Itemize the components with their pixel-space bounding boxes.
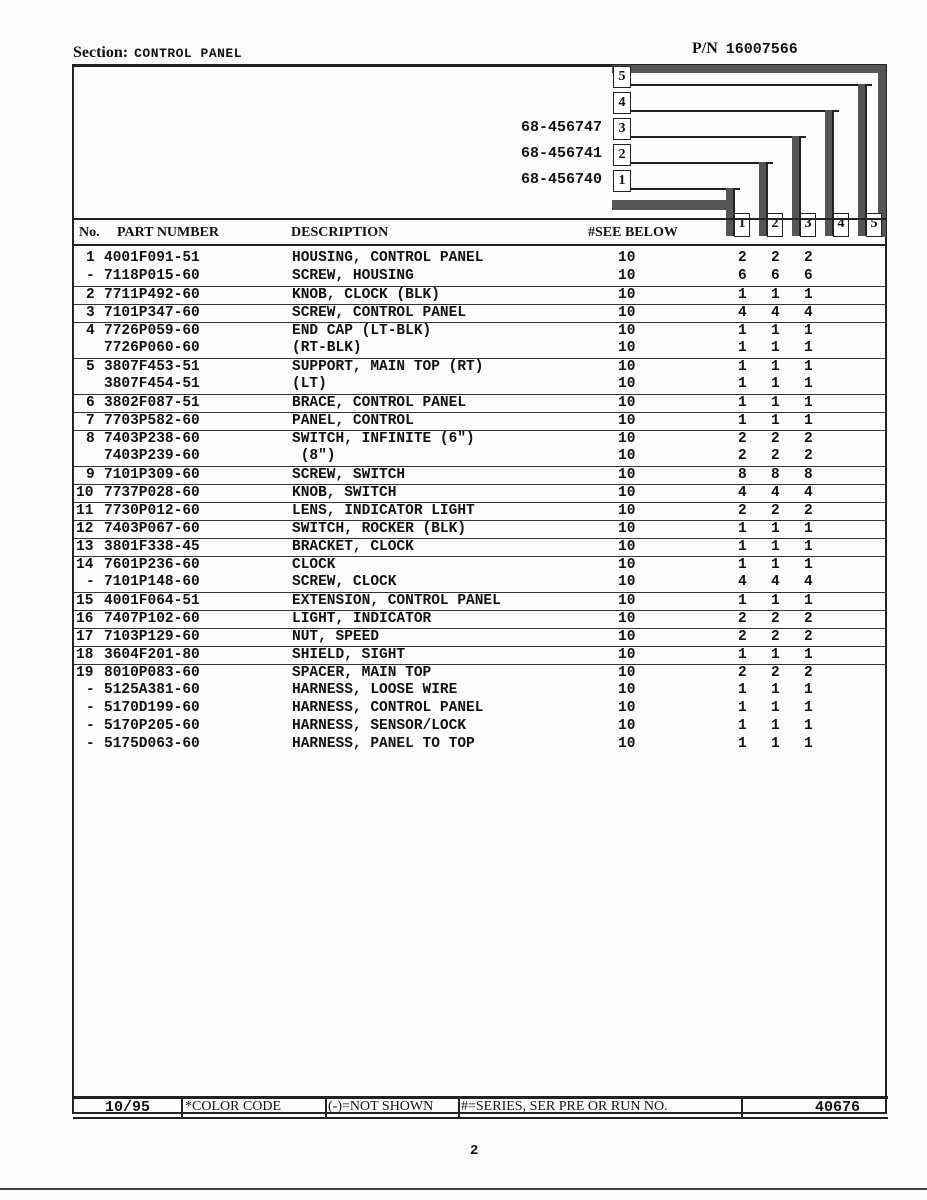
table-row — [74, 574, 886, 592]
description: HARNESS, CONTROL PANEL — [292, 700, 484, 716]
description: SWITCH, ROCKER (BLK) — [292, 521, 467, 537]
description: EXTENSION, CONTROL PANEL — [292, 593, 501, 609]
table-row — [74, 286, 886, 305]
part-number: 5125A381-60 — [104, 682, 200, 698]
description: (RT-BLK) — [292, 340, 362, 356]
qty-3: 1 — [804, 287, 813, 303]
series: 10 — [618, 718, 636, 734]
no: 5 — [86, 359, 95, 375]
qty-2: 4 — [771, 305, 780, 321]
model-number: 68-456747 — [520, 119, 602, 136]
series: 10 — [618, 574, 636, 590]
series: 10 — [618, 485, 636, 501]
qty-3: 1 — [804, 413, 813, 429]
description: SHIELD, SIGHT — [292, 647, 406, 663]
table-row — [74, 430, 886, 449]
qty-3: 1 — [804, 700, 813, 716]
description: KNOB, SWITCH — [292, 485, 397, 501]
model-index-box: 2 — [613, 144, 631, 166]
qty-2: 1 — [771, 736, 780, 752]
table-header — [73, 218, 886, 246]
section-label: Section: — [73, 44, 129, 61]
description: LIGHT, INDICATOR — [292, 611, 432, 627]
model-index-box: 1 — [613, 170, 631, 192]
table-row — [74, 304, 886, 323]
no: - — [86, 700, 95, 716]
no: 4 — [86, 323, 95, 339]
qty-2: 6 — [771, 268, 780, 284]
col-no: No. — [79, 225, 100, 240]
section-title — [73, 44, 242, 62]
part-number: 3807F454-51 — [104, 376, 200, 392]
pn-label: P/N — [692, 40, 718, 57]
qty-2: 1 — [771, 340, 780, 356]
series: 10 — [618, 682, 636, 698]
series: 10 — [618, 647, 636, 663]
no: 7 — [86, 413, 95, 429]
qty-2: 8 — [771, 467, 780, 483]
qty-3: 1 — [804, 521, 813, 537]
qty-3: 2 — [804, 448, 813, 464]
model-bracket-line — [630, 110, 839, 112]
part-number-header — [692, 40, 798, 58]
series: 10 — [618, 359, 636, 375]
table-row — [74, 556, 886, 575]
qty-2: 1 — [771, 359, 780, 375]
quantity-column-header: 3 — [800, 213, 816, 237]
model-bracket-line — [630, 188, 740, 190]
quantity-column-header: 1 — [734, 213, 750, 237]
part-number: 7726P060-60 — [104, 340, 200, 356]
qty-3: 2 — [804, 503, 813, 519]
description: HARNESS, PANEL TO TOP — [292, 736, 475, 752]
qty-3: 4 — [804, 485, 813, 501]
part-number: 7737P028-60 — [104, 485, 200, 501]
qty-3: 1 — [804, 376, 813, 392]
quantity-column-header: 5 — [866, 213, 882, 237]
col-description: DESCRIPTION — [291, 225, 389, 240]
no: 6 — [86, 395, 95, 411]
description: SCREW, SWITCH — [292, 467, 406, 483]
table-row — [74, 592, 886, 611]
no: - — [86, 736, 95, 752]
qty-2: 1 — [771, 395, 780, 411]
qty-3: 1 — [804, 323, 813, 339]
part-number: 7103P129-60 — [104, 629, 200, 645]
table-row — [74, 376, 886, 394]
series: 10 — [618, 431, 636, 447]
model-bracket-line — [630, 136, 806, 138]
qty-3: 4 — [804, 305, 813, 321]
table-row — [74, 628, 886, 647]
series: 10 — [618, 250, 636, 266]
description: (LT) — [292, 376, 327, 392]
part-number: 4001F091-51 — [104, 250, 200, 266]
qty-2: 1 — [771, 376, 780, 392]
qty-2: 1 — [771, 287, 780, 303]
description: BRACE, CONTROL PANEL — [292, 395, 467, 411]
qty-1: 1 — [738, 718, 747, 734]
model-index-box: 3 — [613, 118, 631, 140]
table-row — [74, 412, 886, 431]
no: - — [86, 268, 95, 284]
description: LENS, INDICATOR LIGHT — [292, 503, 475, 519]
qty-1: 1 — [738, 593, 747, 609]
qty-2: 1 — [771, 682, 780, 698]
no: 2 — [86, 287, 95, 303]
series: 10 — [618, 287, 636, 303]
no: 8 — [86, 431, 95, 447]
qty-1: 6 — [738, 268, 747, 284]
part-number: 4001F064-51 — [104, 593, 200, 609]
footer-date: 10/95 — [105, 1099, 151, 1116]
description: HOUSING, CONTROL PANEL — [292, 250, 484, 266]
qty-3: 1 — [804, 359, 813, 375]
qty-1: 2 — [738, 503, 747, 519]
table-row — [74, 250, 886, 268]
series: 10 — [618, 593, 636, 609]
table-row — [74, 520, 886, 539]
series: 10 — [618, 413, 636, 429]
series: 10 — [618, 376, 636, 392]
series: 10 — [618, 305, 636, 321]
qty-2: 2 — [771, 611, 780, 627]
series: 10 — [618, 557, 636, 573]
table-row — [74, 268, 886, 286]
table-row — [74, 394, 886, 413]
shading — [612, 65, 886, 73]
qty-3: 8 — [804, 467, 813, 483]
qty-1: 1 — [738, 323, 747, 339]
qty-3: 2 — [804, 431, 813, 447]
table-row — [74, 538, 886, 557]
qty-1: 1 — [738, 539, 747, 555]
qty-1: 1 — [738, 557, 747, 573]
no: 16 — [76, 611, 94, 627]
series: 10 — [618, 395, 636, 411]
series: 10 — [618, 448, 636, 464]
qty-2: 1 — [771, 557, 780, 573]
footer-bar — [73, 1096, 888, 1119]
page-number: 2 — [470, 1143, 479, 1159]
qty-3: 2 — [804, 629, 813, 645]
table-row — [74, 682, 886, 700]
table-row — [74, 718, 886, 736]
part-number: 7711P492-60 — [104, 287, 200, 303]
series: 10 — [618, 340, 636, 356]
no: 1 — [86, 250, 95, 266]
model-bracket-shade — [858, 84, 865, 236]
quantity-column-header: 2 — [767, 213, 783, 237]
qty-2: 2 — [771, 448, 780, 464]
qty-2: 1 — [771, 539, 780, 555]
qty-3: 1 — [804, 736, 813, 752]
no: 18 — [76, 647, 94, 663]
qty-1: 2 — [738, 431, 747, 447]
qty-3: 1 — [804, 539, 813, 555]
series: 10 — [618, 521, 636, 537]
qty-2: 1 — [771, 413, 780, 429]
description: SCREW, CONTROL PANEL — [292, 305, 467, 321]
part-number: 3801F338-45 — [104, 539, 200, 555]
qty-1: 1 — [738, 647, 747, 663]
series: 10 — [618, 268, 636, 284]
no: 15 — [76, 593, 94, 609]
qty-1: 1 — [738, 736, 747, 752]
description: HARNESS, SENSOR/LOCK — [292, 718, 467, 734]
no: 9 — [86, 467, 95, 483]
footer-series-note: #=SERIES, SER PRE OR RUN NO. — [461, 1099, 668, 1114]
qty-1: 4 — [738, 574, 747, 590]
part-number: 5170D199-60 — [104, 700, 200, 716]
description: NUT, SPEED — [292, 629, 380, 645]
quantity-column-header: 4 — [833, 213, 849, 237]
qty-3: 1 — [804, 682, 813, 698]
series: 10 — [618, 629, 636, 645]
qty-3: 1 — [804, 593, 813, 609]
qty-2: 2 — [771, 431, 780, 447]
series: 10 — [618, 736, 636, 752]
series: 10 — [618, 467, 636, 483]
part-number: 7118P015-60 — [104, 268, 200, 284]
series: 10 — [618, 323, 636, 339]
qty-1: 1 — [738, 359, 747, 375]
no: - — [86, 574, 95, 590]
qty-2: 1 — [771, 718, 780, 734]
table-row — [74, 502, 886, 521]
description: PANEL, CONTROL — [292, 413, 414, 429]
table-row — [74, 448, 886, 466]
qty-3: 1 — [804, 557, 813, 573]
part-number: 7403P067-60 — [104, 521, 200, 537]
series: 10 — [618, 665, 636, 681]
qty-1: 1 — [738, 287, 747, 303]
part-number: 7403P238-60 — [104, 431, 200, 447]
qty-1: 1 — [738, 521, 747, 537]
table-row — [74, 664, 886, 683]
qty-1: 2 — [738, 629, 747, 645]
part-number: 7101P309-60 — [104, 467, 200, 483]
no: 10 — [76, 485, 94, 501]
no: - — [86, 718, 95, 734]
table-row — [74, 736, 886, 754]
part-number: 7101P148-60 — [104, 574, 200, 590]
col-series: #SEE BELOW — [588, 225, 678, 240]
table-row — [74, 610, 886, 629]
qty-2: 1 — [771, 593, 780, 609]
qty-3: 2 — [804, 250, 813, 266]
description: (8") — [292, 448, 336, 464]
footer-code: 40676 — [815, 1099, 861, 1116]
qty-3: 1 — [804, 340, 813, 356]
qty-1: 2 — [738, 611, 747, 627]
shading — [878, 65, 886, 237]
series: 10 — [618, 539, 636, 555]
qty-2: 2 — [771, 503, 780, 519]
footer-not-shown: (-)=NOT SHOWN — [328, 1099, 434, 1114]
part-number: 7407P102-60 — [104, 611, 200, 627]
qty-2: 1 — [771, 647, 780, 663]
no: 17 — [76, 629, 94, 645]
qty-1: 4 — [738, 485, 747, 501]
table-row — [74, 646, 886, 665]
description: SUPPORT, MAIN TOP (RT) — [292, 359, 484, 375]
bottom-rule — [0, 1188, 927, 1190]
qty-1: 1 — [738, 340, 747, 356]
model-index-box: 4 — [613, 92, 631, 114]
qty-1: 2 — [738, 250, 747, 266]
description: SPACER, MAIN TOP — [292, 665, 432, 681]
table-row — [74, 340, 886, 358]
no: 11 — [76, 503, 94, 519]
qty-1: 1 — [738, 395, 747, 411]
description: SCREW, CLOCK — [292, 574, 397, 590]
part-number: 7601P236-60 — [104, 557, 200, 573]
no: 13 — [76, 539, 94, 555]
qty-1: 1 — [738, 376, 747, 392]
table-row — [74, 484, 886, 503]
footer-color-code: *COLOR CODE — [185, 1099, 282, 1114]
description: SWITCH, INFINITE (6") — [292, 431, 475, 447]
part-number: 7730P012-60 — [104, 503, 200, 519]
description: SCREW, HOUSING — [292, 268, 414, 284]
qty-2: 4 — [771, 485, 780, 501]
qty-1: 1 — [738, 413, 747, 429]
qty-2: 4 — [771, 574, 780, 590]
part-number: 7403P239-60 — [104, 448, 200, 464]
qty-3: 2 — [804, 611, 813, 627]
pn-value: 16007566 — [725, 41, 798, 58]
no: 12 — [76, 521, 94, 537]
no: - — [86, 682, 95, 698]
model-number: 68-456741 — [520, 145, 602, 162]
section-value: CONTROL PANEL — [134, 46, 243, 61]
col-part-number: PART NUMBER — [117, 225, 220, 240]
table-row — [74, 466, 886, 485]
part-number: 5170P205-60 — [104, 718, 200, 734]
part-number: 3604F201-80 — [104, 647, 200, 663]
qty-2: 1 — [771, 521, 780, 537]
part-number: 3807F453-51 — [104, 359, 200, 375]
part-number: 7703P582-60 — [104, 413, 200, 429]
model-bracket-line — [630, 162, 773, 164]
qty-2: 1 — [771, 700, 780, 716]
description: END CAP (LT-BLK) — [292, 323, 432, 339]
qty-3: 6 — [804, 268, 813, 284]
description: HARNESS, LOOSE WIRE — [292, 682, 458, 698]
description: KNOB, CLOCK (BLK) — [292, 287, 440, 303]
table-row — [74, 700, 886, 718]
model-bracket-line — [630, 84, 872, 86]
qty-3: 1 — [804, 718, 813, 734]
series: 10 — [618, 503, 636, 519]
qty-3: 4 — [804, 574, 813, 590]
qty-2: 1 — [771, 323, 780, 339]
part-number: 7101P347-60 — [104, 305, 200, 321]
description: BRACKET, CLOCK — [292, 539, 414, 555]
model-index-box: 5 — [613, 66, 631, 88]
description: CLOCK — [292, 557, 336, 573]
qty-1: 2 — [738, 448, 747, 464]
series: 10 — [618, 700, 636, 716]
qty-1: 1 — [738, 700, 747, 716]
no: 14 — [76, 557, 94, 573]
series: 10 — [618, 611, 636, 627]
qty-2: 2 — [771, 629, 780, 645]
part-number: 3802F087-51 — [104, 395, 200, 411]
table-row — [74, 322, 886, 341]
model-number: 68-456740 — [520, 171, 602, 188]
qty-2: 2 — [771, 250, 780, 266]
no: 3 — [86, 305, 95, 321]
qty-1: 2 — [738, 665, 747, 681]
qty-3: 1 — [804, 395, 813, 411]
shading — [612, 200, 727, 210]
part-number: 5175D063-60 — [104, 736, 200, 752]
no: 19 — [76, 665, 94, 681]
part-number: 8010P083-60 — [104, 665, 200, 681]
qty-3: 1 — [804, 647, 813, 663]
qty-1: 8 — [738, 467, 747, 483]
qty-1: 4 — [738, 305, 747, 321]
table-row — [74, 358, 886, 377]
qty-3: 2 — [804, 665, 813, 681]
part-number: 7726P059-60 — [104, 323, 200, 339]
qty-1: 1 — [738, 682, 747, 698]
qty-2: 2 — [771, 665, 780, 681]
